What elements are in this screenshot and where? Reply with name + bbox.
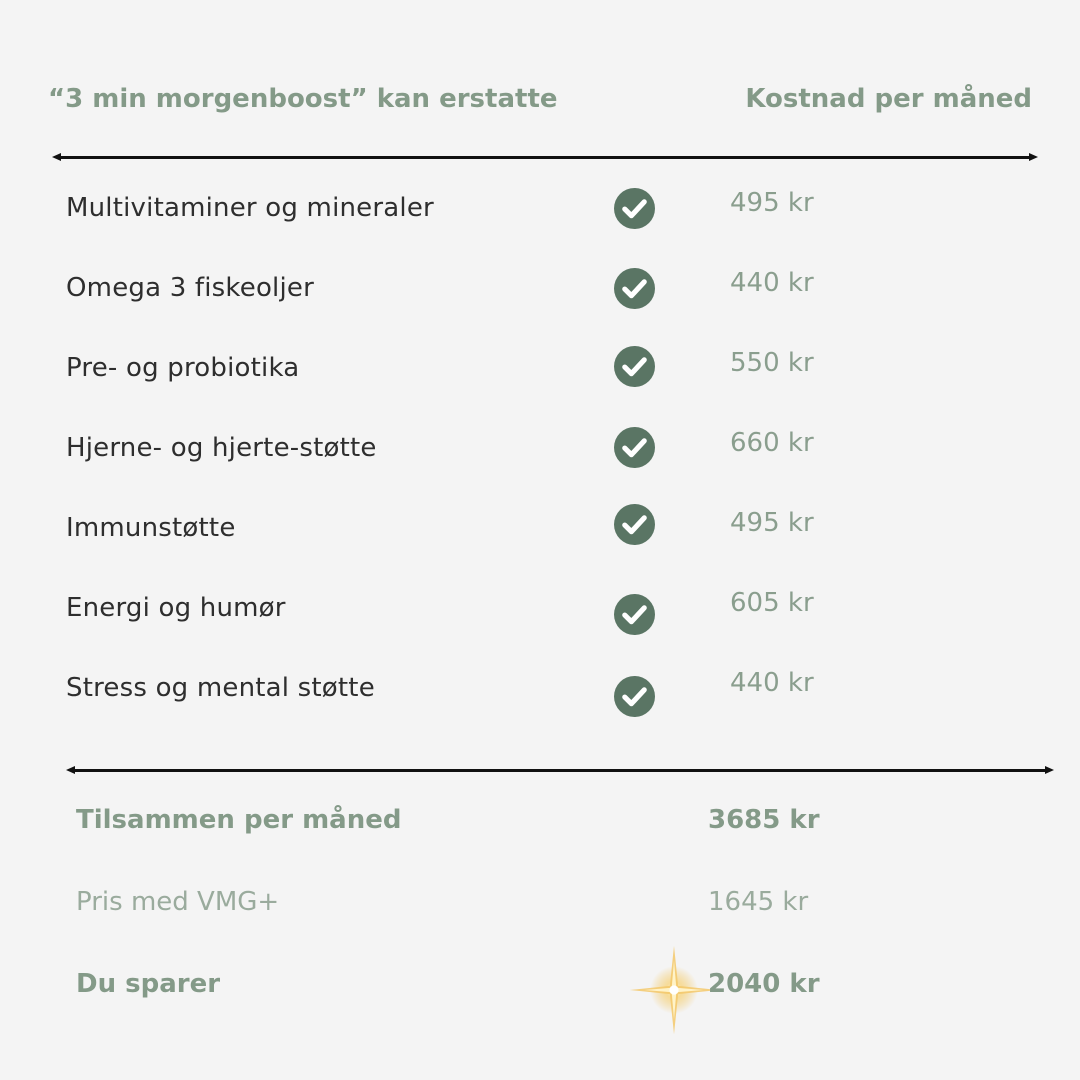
check-circle-icon xyxy=(614,594,655,635)
check-circle-icon xyxy=(614,504,655,545)
item-label: Hjerne- og hjerte-støtte xyxy=(66,433,377,463)
total-value: 3685 kr xyxy=(708,805,820,835)
item-label: Stress og mental støtte xyxy=(66,673,375,703)
check-circle-icon xyxy=(614,676,655,717)
savings-value: 2040 kr xyxy=(708,969,820,999)
divider-top xyxy=(60,156,1030,159)
check-circle-icon xyxy=(614,346,655,387)
item-price: 495 kr xyxy=(730,508,814,538)
check-circle-icon xyxy=(614,427,655,468)
item-price: 550 kr xyxy=(730,348,814,378)
total-label: Tilsammen per måned xyxy=(76,805,402,835)
item-price: 440 kr xyxy=(730,668,814,698)
column-header-cost: Kostnad per måned xyxy=(745,84,1032,114)
item-price: 495 kr xyxy=(730,188,814,218)
item-price: 660 kr xyxy=(730,428,814,458)
item-label: Multivitaminer og mineraler xyxy=(66,193,434,223)
check-circle-icon xyxy=(614,268,655,309)
column-header-supplements: “3 min morgenboost” kan erstatte xyxy=(48,84,558,114)
item-label: Pre- og probiotika xyxy=(66,353,300,383)
check-circle-icon xyxy=(614,188,655,229)
item-price: 605 kr xyxy=(730,588,814,618)
item-price: 440 kr xyxy=(730,268,814,298)
divider-bottom xyxy=(74,769,1046,772)
item-label: Energi og humør xyxy=(66,593,286,623)
item-label: Omega 3 fiskeoljer xyxy=(66,273,314,303)
savings-label: Du sparer xyxy=(76,969,221,999)
sparkle-icon xyxy=(628,944,720,1036)
vmg-price-label: Pris med VMG+ xyxy=(76,887,280,917)
vmg-price-value: 1645 kr xyxy=(708,887,809,917)
item-label: Immunstøtte xyxy=(66,513,236,543)
